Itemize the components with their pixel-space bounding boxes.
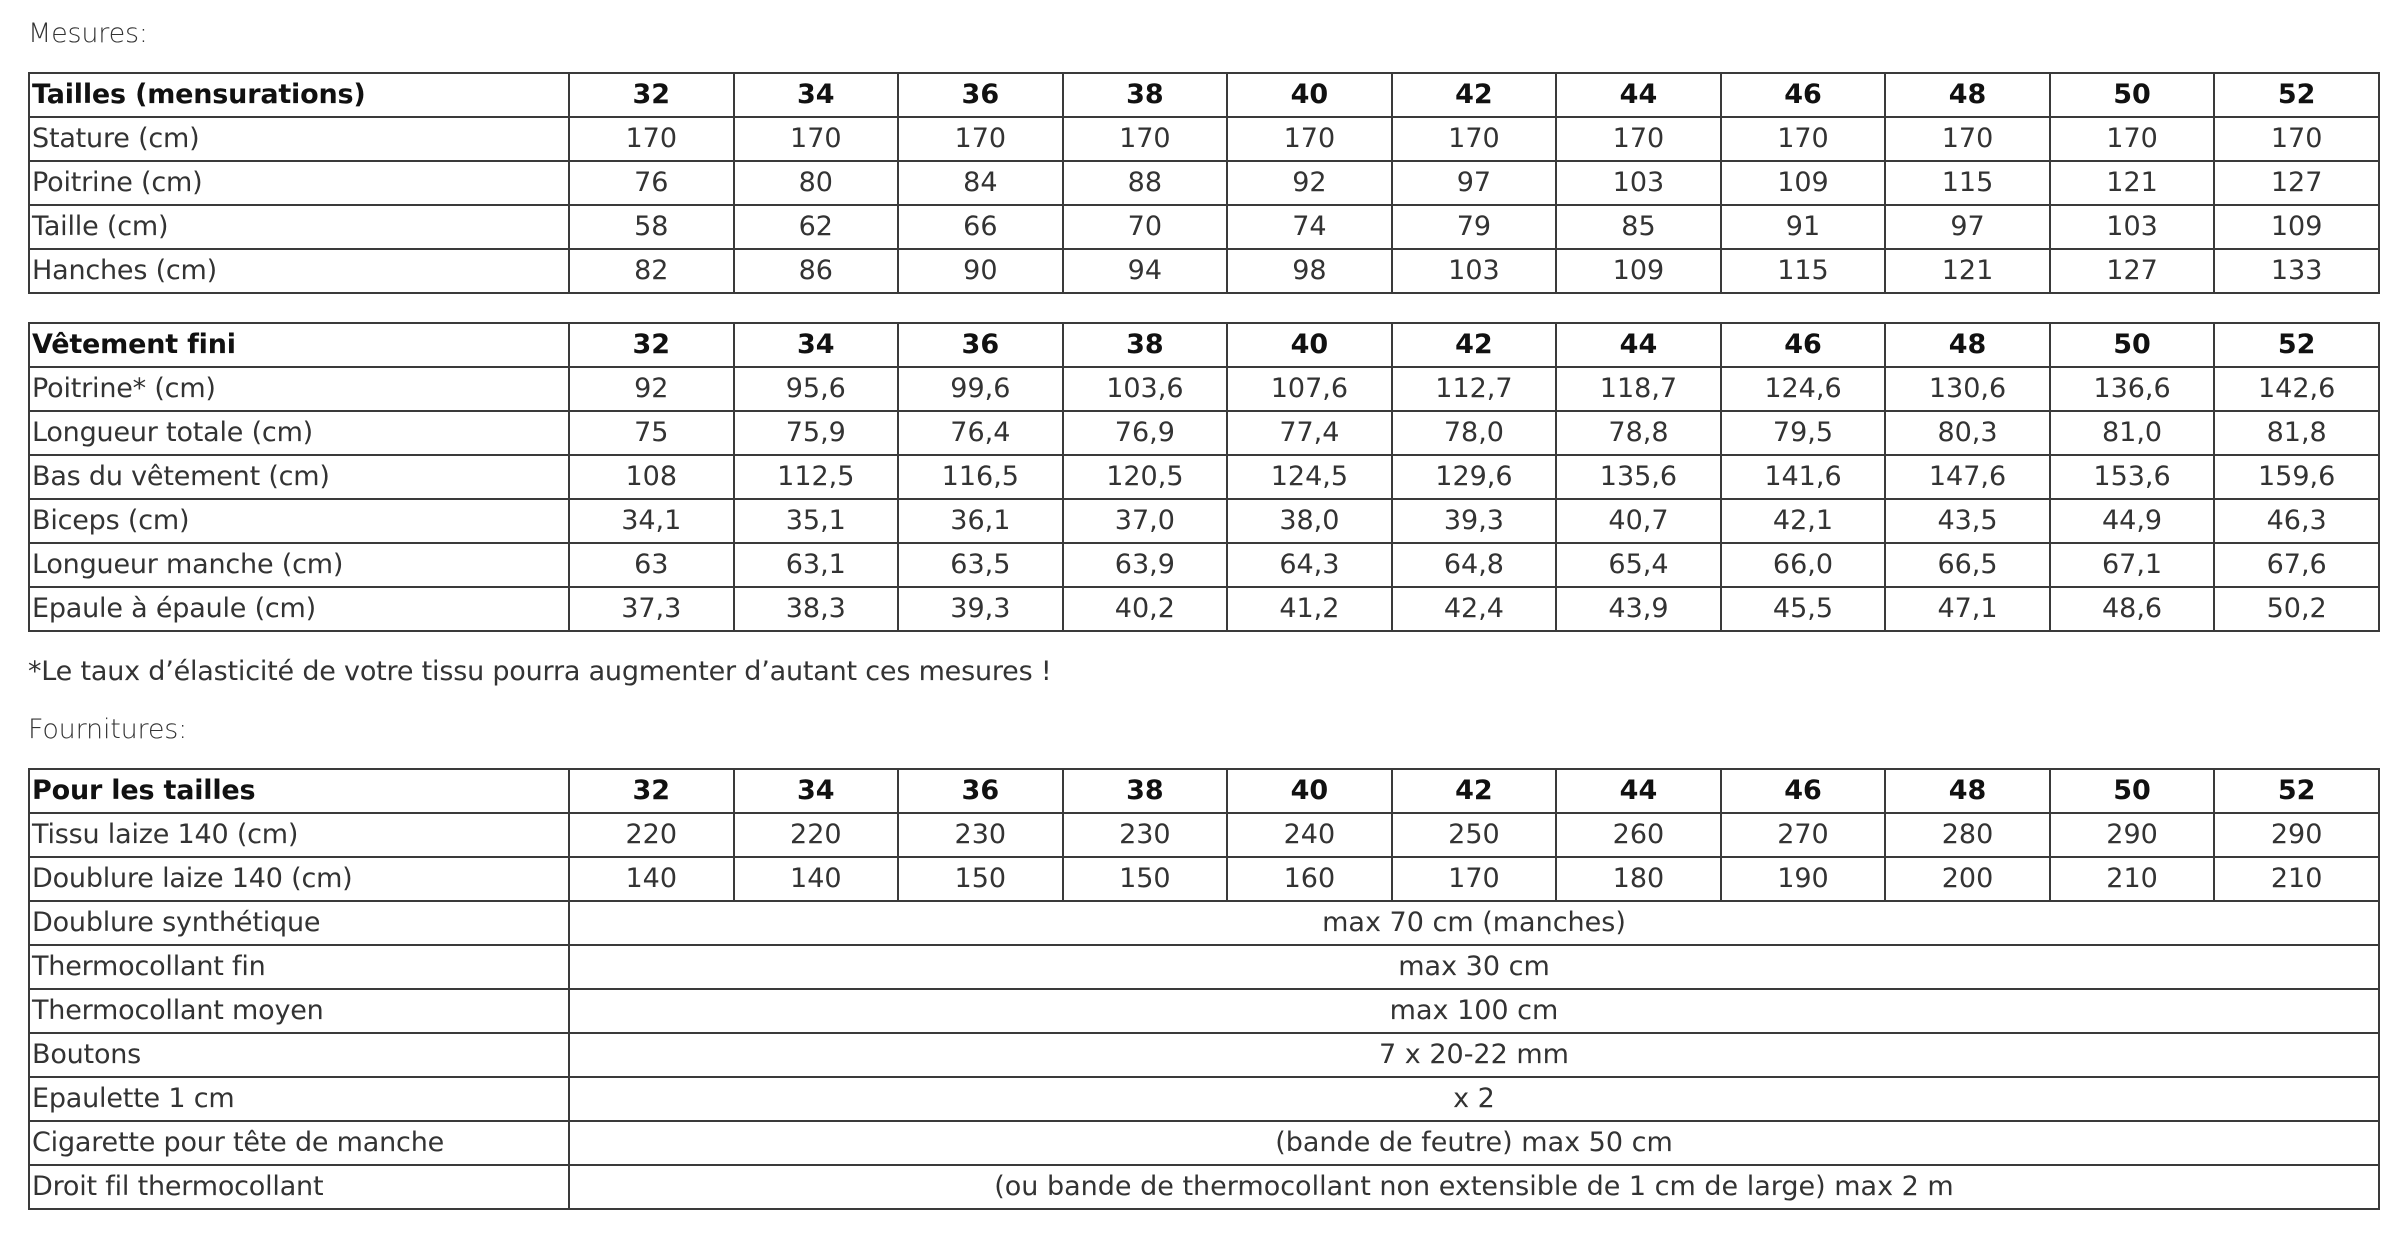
table-fournitures xyxy=(28,768,2380,1210)
value-cell: 127 xyxy=(2214,161,2379,205)
value-cell: 37,0 xyxy=(1063,499,1228,543)
value-cell: 78,8 xyxy=(1556,411,1721,455)
size-header: 34 xyxy=(734,73,899,117)
table-row xyxy=(29,117,2379,161)
value-cell: 121 xyxy=(1885,249,2050,293)
value-cell: 133 xyxy=(2214,249,2379,293)
row-label: Droit fil thermocollant xyxy=(29,1165,569,1209)
value-cell: 180 xyxy=(1556,857,1721,901)
row-label: Taille (cm) xyxy=(29,205,569,249)
size-header: 50 xyxy=(2050,73,2215,117)
value-cell: 67,6 xyxy=(2214,543,2379,587)
row-label: Poitrine* (cm) xyxy=(29,367,569,411)
value-cell: 34,1 xyxy=(569,499,734,543)
value-cell: 97 xyxy=(1885,205,2050,249)
value-cell: 39,3 xyxy=(1392,499,1557,543)
value-cell: 124,5 xyxy=(1227,455,1392,499)
value-cell: 63,5 xyxy=(898,543,1063,587)
value-cell: 44,9 xyxy=(2050,499,2215,543)
value-cell: 62 xyxy=(734,205,899,249)
value-cell: 270 xyxy=(1721,813,1886,857)
value-cell: 67,1 xyxy=(2050,543,2215,587)
value-cell: 170 xyxy=(1885,117,2050,161)
row-label: Stature (cm) xyxy=(29,117,569,161)
value-cell: 39,3 xyxy=(898,587,1063,631)
value-cell: 46,3 xyxy=(2214,499,2379,543)
value-cell: 78,0 xyxy=(1392,411,1557,455)
value-cell: 170 xyxy=(1227,117,1392,161)
value-cell: 38,0 xyxy=(1227,499,1392,543)
value-cell: 38,3 xyxy=(734,587,899,631)
value-cell: 103 xyxy=(2050,205,2215,249)
value-cell: 66,5 xyxy=(1885,543,2050,587)
value-cell: 50,2 xyxy=(2214,587,2379,631)
value-cell: 147,6 xyxy=(1885,455,2050,499)
value-cell: 170 xyxy=(2050,117,2215,161)
value-cell: 88 xyxy=(1063,161,1228,205)
value-cell: 76,9 xyxy=(1063,411,1228,455)
table-row xyxy=(29,249,2379,293)
value-cell: 63 xyxy=(569,543,734,587)
value-cell: 47,1 xyxy=(1885,587,2050,631)
size-header: 34 xyxy=(734,323,899,367)
value-cell: 170 xyxy=(1392,857,1557,901)
row-label: Cigarette pour tête de manche xyxy=(29,1121,569,1165)
size-header: 38 xyxy=(1063,323,1228,367)
value-cell: 127 xyxy=(2050,249,2215,293)
value-cell: 230 xyxy=(1063,813,1228,857)
elasticity-footnote: *Le taux d’élasticité de votre tissu pourra augmenter d’autant ces mesures ! xyxy=(28,656,1052,687)
value-cell: 63,1 xyxy=(734,543,899,587)
value-cell: 220 xyxy=(734,813,899,857)
value-cell: 112,5 xyxy=(734,455,899,499)
value-cell: 76 xyxy=(569,161,734,205)
table-row xyxy=(29,857,2379,901)
value-cell: 115 xyxy=(1721,249,1886,293)
value-cell: 64,8 xyxy=(1392,543,1557,587)
value-cell: 40,7 xyxy=(1556,499,1721,543)
value-cell: 84 xyxy=(898,161,1063,205)
size-header: 50 xyxy=(2050,769,2215,813)
value-cell: 92 xyxy=(569,367,734,411)
size-header: 48 xyxy=(1885,769,2050,813)
row-label: Epaule à épaule (cm) xyxy=(29,587,569,631)
size-header: 42 xyxy=(1392,323,1557,367)
value-cell: 129,6 xyxy=(1392,455,1557,499)
value-cell: 103 xyxy=(1392,249,1557,293)
value-cell: 230 xyxy=(898,813,1063,857)
row-label: Longueur manche (cm) xyxy=(29,543,569,587)
table-row xyxy=(29,161,2379,205)
value-cell: 170 xyxy=(1392,117,1557,161)
value-cell: 40,2 xyxy=(1063,587,1228,631)
value-cell: 45,5 xyxy=(1721,587,1886,631)
row-label: Poitrine (cm) xyxy=(29,161,569,205)
value-cell: 210 xyxy=(2214,857,2379,901)
value-cell: 43,9 xyxy=(1556,587,1721,631)
value-cell: 290 xyxy=(2050,813,2215,857)
value-cell: 64,3 xyxy=(1227,543,1392,587)
value-cell: 150 xyxy=(898,857,1063,901)
value-cell: 116,5 xyxy=(898,455,1063,499)
value-cell: 95,6 xyxy=(734,367,899,411)
mesures-heading: Mesures: xyxy=(28,18,148,49)
value-cell: 99,6 xyxy=(898,367,1063,411)
size-header: 46 xyxy=(1721,769,1886,813)
value-cell: 66 xyxy=(898,205,1063,249)
table-row xyxy=(29,411,2379,455)
table-row xyxy=(29,813,2379,857)
value-cell: 86 xyxy=(734,249,899,293)
value-cell: 98 xyxy=(1227,249,1392,293)
size-header: 40 xyxy=(1227,73,1392,117)
size-header: 40 xyxy=(1227,769,1392,813)
table-row xyxy=(29,499,2379,543)
size-header: 46 xyxy=(1721,73,1886,117)
value-cell: 109 xyxy=(1721,161,1886,205)
size-header: 36 xyxy=(898,769,1063,813)
size-header: 46 xyxy=(1721,323,1886,367)
value-cell: 91 xyxy=(1721,205,1886,249)
value-cell: 153,6 xyxy=(2050,455,2215,499)
row-label: Bas du vêtement (cm) xyxy=(29,455,569,499)
value-cell: 280 xyxy=(1885,813,2050,857)
value-cell: 92 xyxy=(1227,161,1392,205)
value-cell: 43,5 xyxy=(1885,499,2050,543)
size-header: 32 xyxy=(569,73,734,117)
value-cell: 135,6 xyxy=(1556,455,1721,499)
value-cell: 35,1 xyxy=(734,499,899,543)
value-cell: 107,6 xyxy=(1227,367,1392,411)
value-cell: 48,6 xyxy=(2050,587,2215,631)
header-row xyxy=(29,769,2379,813)
value-cell: 66,0 xyxy=(1721,543,1886,587)
value-cell: 200 xyxy=(1885,857,2050,901)
value-cell: 160 xyxy=(1227,857,1392,901)
span-value-cell: max 70 cm (manches) xyxy=(569,901,2379,945)
value-cell: 115 xyxy=(1885,161,2050,205)
size-header: 44 xyxy=(1556,73,1721,117)
value-cell: 141,6 xyxy=(1721,455,1886,499)
value-cell: 260 xyxy=(1556,813,1721,857)
span-value-cell: max 100 cm xyxy=(569,989,2379,1033)
table-row xyxy=(29,1165,2379,1209)
size-header: 38 xyxy=(1063,769,1228,813)
value-cell: 79 xyxy=(1392,205,1557,249)
value-cell: 210 xyxy=(2050,857,2215,901)
value-cell: 42,4 xyxy=(1392,587,1557,631)
table-row xyxy=(29,587,2379,631)
value-cell: 81,8 xyxy=(2214,411,2379,455)
value-cell: 85 xyxy=(1556,205,1721,249)
table-row xyxy=(29,205,2379,249)
value-cell: 124,6 xyxy=(1721,367,1886,411)
value-cell: 159,6 xyxy=(2214,455,2379,499)
header-row xyxy=(29,73,2379,117)
value-cell: 74 xyxy=(1227,205,1392,249)
size-header: 52 xyxy=(2214,73,2379,117)
size-header: 48 xyxy=(1885,73,2050,117)
row-label: Doublure laize 140 (cm) xyxy=(29,857,569,901)
table-row xyxy=(29,1077,2379,1121)
table-row xyxy=(29,455,2379,499)
value-cell: 190 xyxy=(1721,857,1886,901)
row-label: Biceps (cm) xyxy=(29,499,569,543)
value-cell: 130,6 xyxy=(1885,367,2050,411)
row-label: Thermocollant moyen xyxy=(29,989,569,1033)
size-header: 48 xyxy=(1885,323,2050,367)
value-cell: 80 xyxy=(734,161,899,205)
size-header: 38 xyxy=(1063,73,1228,117)
table-vetement-fini xyxy=(28,322,2380,632)
span-value-cell: (ou bande de thermocollant non extensible de 1 cm de large) max 2 m xyxy=(569,1165,2379,1209)
size-header: 44 xyxy=(1556,323,1721,367)
value-cell: 79,5 xyxy=(1721,411,1886,455)
value-cell: 109 xyxy=(1556,249,1721,293)
table-row xyxy=(29,367,2379,411)
row-label: Thermocollant fin xyxy=(29,945,569,989)
size-header: 40 xyxy=(1227,323,1392,367)
size-header: 52 xyxy=(2214,769,2379,813)
fournitures-heading: Fournitures: xyxy=(28,714,188,745)
value-cell: 90 xyxy=(898,249,1063,293)
value-cell: 70 xyxy=(1063,205,1228,249)
table-row xyxy=(29,989,2379,1033)
value-cell: 240 xyxy=(1227,813,1392,857)
value-cell: 80,3 xyxy=(1885,411,2050,455)
value-cell: 36,1 xyxy=(898,499,1063,543)
table-row xyxy=(29,543,2379,587)
value-cell: 75 xyxy=(569,411,734,455)
value-cell: 170 xyxy=(1721,117,1886,161)
row-label: Hanches (cm) xyxy=(29,249,569,293)
value-cell: 109 xyxy=(2214,205,2379,249)
header-row xyxy=(29,323,2379,367)
table-row xyxy=(29,901,2379,945)
table-row xyxy=(29,1121,2379,1165)
size-header: 34 xyxy=(734,769,899,813)
value-cell: 81,0 xyxy=(2050,411,2215,455)
value-cell: 170 xyxy=(569,117,734,161)
table-row xyxy=(29,945,2379,989)
value-cell: 112,7 xyxy=(1392,367,1557,411)
table-row xyxy=(29,1033,2379,1077)
row-label: Epaulette 1 cm xyxy=(29,1077,569,1121)
value-cell: 58 xyxy=(569,205,734,249)
value-cell: 97 xyxy=(1392,161,1557,205)
row-label: Boutons xyxy=(29,1033,569,1077)
span-value-cell: (bande de feutre) max 50 cm xyxy=(569,1121,2379,1165)
value-cell: 65,4 xyxy=(1556,543,1721,587)
value-cell: 121 xyxy=(2050,161,2215,205)
size-header: 36 xyxy=(898,73,1063,117)
value-cell: 118,7 xyxy=(1556,367,1721,411)
value-cell: 170 xyxy=(898,117,1063,161)
value-cell: 170 xyxy=(734,117,899,161)
value-cell: 75,9 xyxy=(734,411,899,455)
value-cell: 140 xyxy=(569,857,734,901)
value-cell: 108 xyxy=(569,455,734,499)
value-cell: 77,4 xyxy=(1227,411,1392,455)
span-value-cell: x 2 xyxy=(569,1077,2379,1121)
value-cell: 150 xyxy=(1063,857,1228,901)
value-cell: 82 xyxy=(569,249,734,293)
span-value-cell: 7 x 20-22 mm xyxy=(569,1033,2379,1077)
value-cell: 136,6 xyxy=(2050,367,2215,411)
table-mensurations xyxy=(28,72,2380,294)
value-cell: 250 xyxy=(1392,813,1557,857)
value-cell: 42,1 xyxy=(1721,499,1886,543)
value-cell: 103 xyxy=(1556,161,1721,205)
value-cell: 220 xyxy=(569,813,734,857)
value-cell: 140 xyxy=(734,857,899,901)
value-cell: 170 xyxy=(1063,117,1228,161)
value-cell: 63,9 xyxy=(1063,543,1228,587)
value-cell: 76,4 xyxy=(898,411,1063,455)
header-label: Tailles (mensurations) xyxy=(29,73,569,117)
size-header: 32 xyxy=(569,323,734,367)
value-cell: 170 xyxy=(2214,117,2379,161)
value-cell: 142,6 xyxy=(2214,367,2379,411)
size-header: 32 xyxy=(569,769,734,813)
value-cell: 41,2 xyxy=(1227,587,1392,631)
size-header: 42 xyxy=(1392,769,1557,813)
size-header: 44 xyxy=(1556,769,1721,813)
row-label: Doublure synthétique xyxy=(29,901,569,945)
row-label: Tissu laize 140 (cm) xyxy=(29,813,569,857)
row-label: Longueur totale (cm) xyxy=(29,411,569,455)
value-cell: 290 xyxy=(2214,813,2379,857)
value-cell: 120,5 xyxy=(1063,455,1228,499)
value-cell: 103,6 xyxy=(1063,367,1228,411)
size-header: 36 xyxy=(898,323,1063,367)
value-cell: 94 xyxy=(1063,249,1228,293)
value-cell: 170 xyxy=(1556,117,1721,161)
header-label: Vêtement fini xyxy=(29,323,569,367)
size-header: 52 xyxy=(2214,323,2379,367)
size-header: 42 xyxy=(1392,73,1557,117)
span-value-cell: max 30 cm xyxy=(569,945,2379,989)
value-cell: 37,3 xyxy=(569,587,734,631)
header-label: Pour les tailles xyxy=(29,769,569,813)
size-header: 50 xyxy=(2050,323,2215,367)
